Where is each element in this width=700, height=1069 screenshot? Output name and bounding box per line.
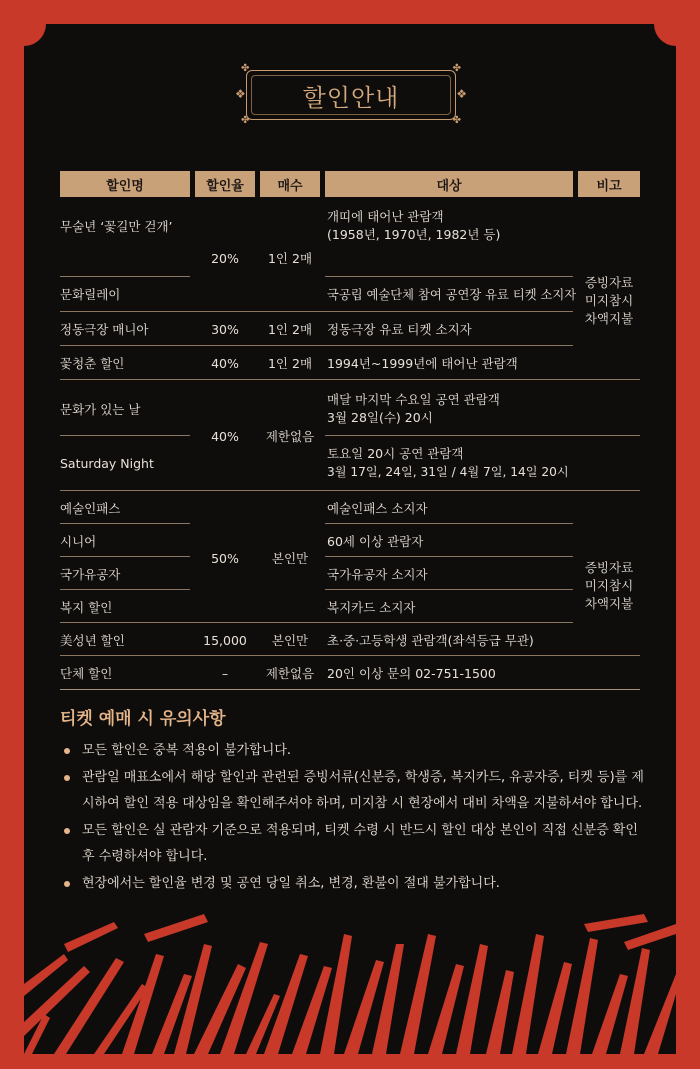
table-cell-name: 문화릴레이 (60, 287, 121, 302)
note-text: 관람일 매표소에서 해당 할인과 관련된 증빙서류(신분증, 학생증, 복지카드, 유공자증, 티켓 등)를 제시하여 할인 적용 대상임을 확인해주셔야 하며, 미지참 시 현장에서 대비 차액을 지불하셔야 합니다. (82, 769, 644, 811)
corner-notch (654, 24, 676, 46)
ornament-icon: ✤ (241, 115, 250, 126)
note-text: 모든 할인은 실 관람자 기준으로 적용되며, 티켓 수령 시 반드시 할인 대상 본인이 직접 신분증 확인 후 수령하셔야 합니다. (82, 822, 638, 864)
row-divider (60, 523, 190, 524)
row-divider (325, 589, 573, 590)
table-cell-qty: 제한없음 (265, 666, 315, 681)
table-cell-target: 국가유공자 소지자 (327, 567, 428, 582)
note-text: 현장에서는 할인율 변경 및 공연 당일 취소, 변경, 환불이 절대 불가합니다. (82, 875, 500, 891)
note-line: 차액지불 (584, 596, 634, 611)
list-item (60, 765, 650, 818)
table-cell-qty: 1인 2매 (267, 356, 313, 371)
target-line: 3월 17일, 24일, 31일 / 4월 7일, 14일 20시 (327, 465, 569, 479)
row-divider (325, 556, 573, 557)
target-line: 3월 28일(수) 20시 (327, 410, 433, 425)
ornament-icon: ✤ (452, 63, 461, 74)
table-cell-qty: 본인만 (271, 551, 309, 566)
table-cell-rate: 20% (211, 250, 239, 266)
ornament-icon: ✤ (452, 115, 461, 126)
table-cell-rate: 50% (211, 550, 239, 566)
row-divider (60, 589, 190, 590)
page-title: 할인안내 (302, 83, 400, 112)
table-cell-target (327, 201, 575, 251)
bullet-icon (64, 775, 70, 781)
table-cell-target: 예술인패스 소지자 (327, 501, 428, 516)
info-panel (24, 24, 676, 1054)
table-cell-qty: 제한없음 (265, 429, 315, 444)
row-divider (60, 379, 640, 380)
target-line: 개띠에 태어난 관람객 (327, 209, 444, 224)
table-cell-name: 복지 할인 (60, 600, 113, 615)
table-cell-name: 시니어 (60, 534, 97, 549)
header-note: 비고 (578, 171, 640, 197)
bullet-icon (64, 828, 70, 834)
row-divider (325, 523, 573, 524)
table-cell-name: 정동극장 매니아 (60, 322, 149, 337)
decorative-stripes (24, 914, 676, 1054)
table-cell-name: 문화가 있는 날 (60, 402, 141, 417)
table-cell-rate: 40% (211, 428, 239, 444)
table-cell-name: 단체 할인 (60, 666, 113, 681)
table-cell-target: 60세 이상 관람자 (327, 534, 424, 549)
header-qty: 매수 (260, 171, 320, 197)
target-line: (1958년, 1970년, 1982년 등) (327, 227, 501, 242)
table-cell-target: 정동극장 유료 티켓 소지자 (327, 322, 472, 337)
row-divider (60, 655, 640, 656)
table-cell-rate: 40% (211, 355, 239, 371)
list-item (60, 871, 650, 898)
notes-title: 티켓 예매 시 유의사항 (60, 709, 226, 729)
table-cell-name: 예술인패스 (60, 501, 121, 516)
table-cell-target: 20인 이상 문의 02-751-1500 (327, 666, 496, 681)
note-line: 증빙자료 (584, 560, 634, 575)
notes-list (60, 738, 650, 897)
row-divider (60, 311, 573, 312)
ornament-icon: ❖ (235, 87, 246, 101)
ornament-icon: ❖ (456, 87, 467, 101)
table-cell-rate: – (221, 665, 229, 681)
header-target: 대상 (325, 171, 573, 197)
corner-notch (24, 24, 46, 46)
table-cell-target (327, 437, 577, 489)
table-cell-target: 복지카드 소지자 (327, 600, 416, 615)
note-line: 미지참시 (584, 578, 634, 593)
table-cell-qty: 1인 2매 (267, 322, 313, 337)
note-line: 미지참시 (584, 293, 634, 308)
table-cell-target: 국공립 예술단체 참여 공연장 유료 티켓 소지자 (327, 288, 577, 302)
table-cell-name: 국가유공자 (60, 567, 121, 582)
row-divider (325, 435, 640, 436)
note-line: 증빙자료 (584, 275, 634, 290)
row-divider (60, 490, 640, 491)
header-rate: 할인율 (195, 171, 255, 197)
table-cell-name: Saturday Night (60, 455, 154, 471)
table-cell-target (327, 383, 575, 435)
row-divider (60, 556, 190, 557)
row-divider (60, 276, 190, 277)
note-text: 모든 할인은 중복 적용이 불가합니다. (82, 743, 292, 758)
row-divider (60, 345, 573, 346)
target-line: 토요일 20시 공연 관람객 (327, 446, 464, 461)
title-frame (235, 63, 467, 126)
row-divider (60, 435, 190, 436)
table-cell-target: 1994년~1999년에 태어난 관람객 (327, 356, 518, 371)
table-cell-name: 美성년 할인 (60, 633, 125, 648)
row-divider (325, 276, 573, 277)
bullet-icon (64, 881, 70, 887)
note-line: 차액지불 (584, 311, 634, 326)
table-cell-qty: 본인만 (271, 633, 309, 648)
table-cell-note (578, 536, 640, 636)
table-cell-note (578, 251, 640, 351)
table-cell-name: 무술년 ‘꽃길만 걷개’ (60, 219, 173, 234)
table-cell-rate: 30% (211, 321, 239, 337)
table-cell-qty: 1인 2매 (267, 251, 313, 266)
table-cell-target: 초·중·고등학생 관람객(좌석등급 무관) (327, 633, 534, 648)
bullet-icon (64, 748, 70, 754)
target-line: 매달 마지막 수요일 공연 관람객 (327, 392, 500, 407)
header-name: 할인명 (60, 171, 190, 197)
table-cell-rate: 15,000 (203, 632, 247, 648)
list-item (60, 818, 650, 871)
ornament-icon: ✤ (241, 63, 250, 74)
row-divider (60, 622, 573, 623)
table-bottom-border (60, 689, 640, 690)
list-item (60, 738, 650, 765)
table-cell-name: 꽃청춘 할인 (60, 356, 125, 371)
